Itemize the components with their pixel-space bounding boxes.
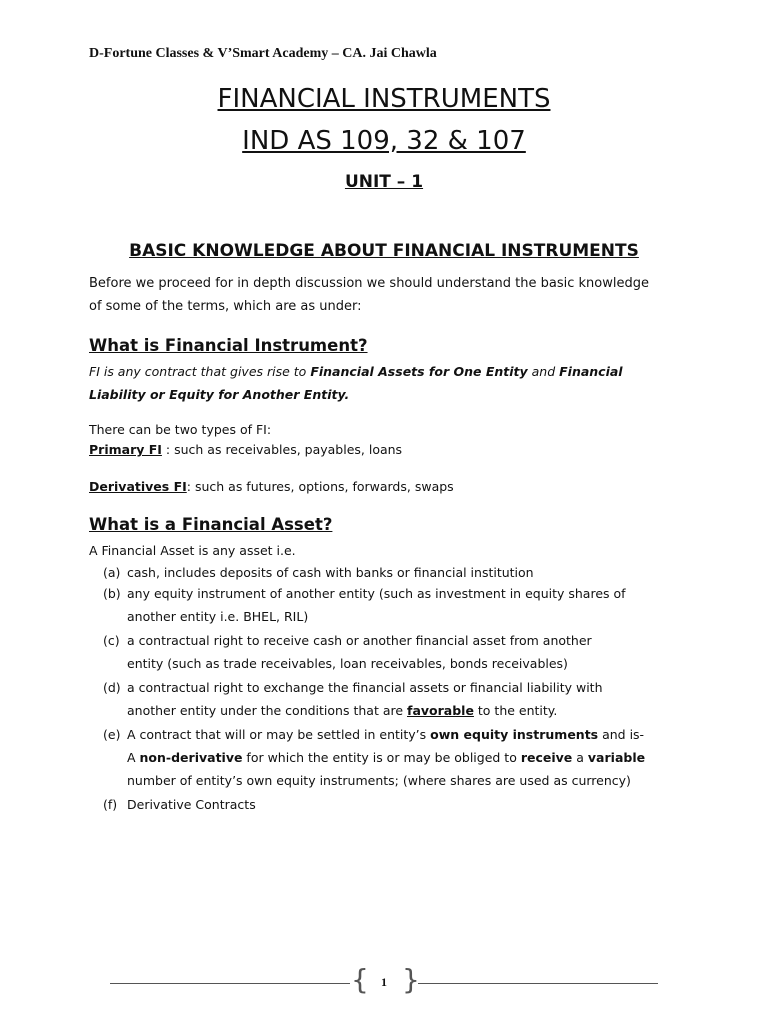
derivatives-fi-line	[89, 476, 454, 498]
list-label: (f)	[103, 797, 118, 812]
footer-rule-left	[110, 983, 350, 984]
section-title: BASIC KNOWLEDGE ABOUT FINANCIAL INSTRUMENTS	[129, 241, 639, 261]
list-text: any equity instrument of another entity (such as investment in equity shares of another entity i.e. BHEL, RIL)	[127, 586, 626, 624]
list-text: Derivative Contracts	[127, 797, 256, 812]
fa-heading: What is a Financial Asset?	[89, 515, 333, 534]
document-subtitle: IND AS 109, 32 & 107	[242, 126, 526, 156]
running-header: D-Fortune Classes & V’Smart Academy – CA. Jai Chawla	[89, 46, 437, 61]
list-label: (e)	[103, 727, 121, 742]
list-label: (b)	[103, 586, 121, 601]
fi-def-bold-1: Financial Assets for One Entity	[310, 364, 528, 379]
list-text: A contract that will or may be settled in entity’s own equity instruments and is- A non-derivative for which the entity is or may be obliged to receive a variable number of entity’s own equity instruments; (where shares are used as currency)	[127, 727, 646, 788]
derivatives-fi-label: Derivatives FI	[89, 479, 187, 494]
fi-def-bold-2b: Liability or Equity for Another Entity.	[89, 387, 350, 402]
footer-rule-right	[418, 983, 658, 984]
list-text: cash, includes deposits of cash with banks or financial institution	[127, 565, 534, 580]
intro-line-2: of some of the terms, which are as under:	[89, 299, 362, 314]
unit-heading: UNIT – 1	[344, 172, 424, 192]
fi-def-and: and	[527, 364, 560, 379]
primary-fi-line	[89, 439, 402, 461]
primary-fi-label: Primary FI	[89, 442, 162, 457]
primary-fi-text: : such as receivables, payables, loans	[161, 442, 403, 457]
fi-definition-line-2	[89, 384, 349, 406]
left-brace-icon: {	[351, 963, 369, 996]
derivatives-fi-text: : such as futures, options, forwards, swaps	[186, 479, 454, 494]
list-label: (d)	[103, 680, 121, 695]
fi-def-text: FI is any contract that gives rise to	[89, 364, 311, 379]
fi-types-intro: There can be two types of FI:	[89, 422, 272, 437]
fi-heading: What is Financial Instrument?	[89, 336, 368, 355]
intro-line-1: Before we proceed for in depth discussion we should understand the basic knowledge	[89, 276, 649, 291]
favorable-emphasis: favorable	[407, 703, 474, 718]
fi-definition-line-1	[89, 361, 623, 383]
list-text: a contractual right to exchange the financial assets or financial liability with another entity under the conditions that are favorable to the entity.	[127, 680, 603, 718]
right-brace-icon: }	[402, 963, 420, 996]
list-label: (c)	[103, 633, 120, 648]
fi-def-bold-2a: Financial	[559, 364, 623, 379]
list-text: a contractual right to receive cash or another financial asset from another entity (such as trade receivables, loan receivables, bonds receivables)	[127, 633, 592, 671]
document-title: FINANCIAL INSTRUMENTS	[217, 84, 551, 114]
fa-intro: A Financial Asset is any asset i.e.	[89, 543, 296, 558]
list-label: (a)	[103, 565, 121, 580]
page-number: 1	[381, 975, 387, 989]
